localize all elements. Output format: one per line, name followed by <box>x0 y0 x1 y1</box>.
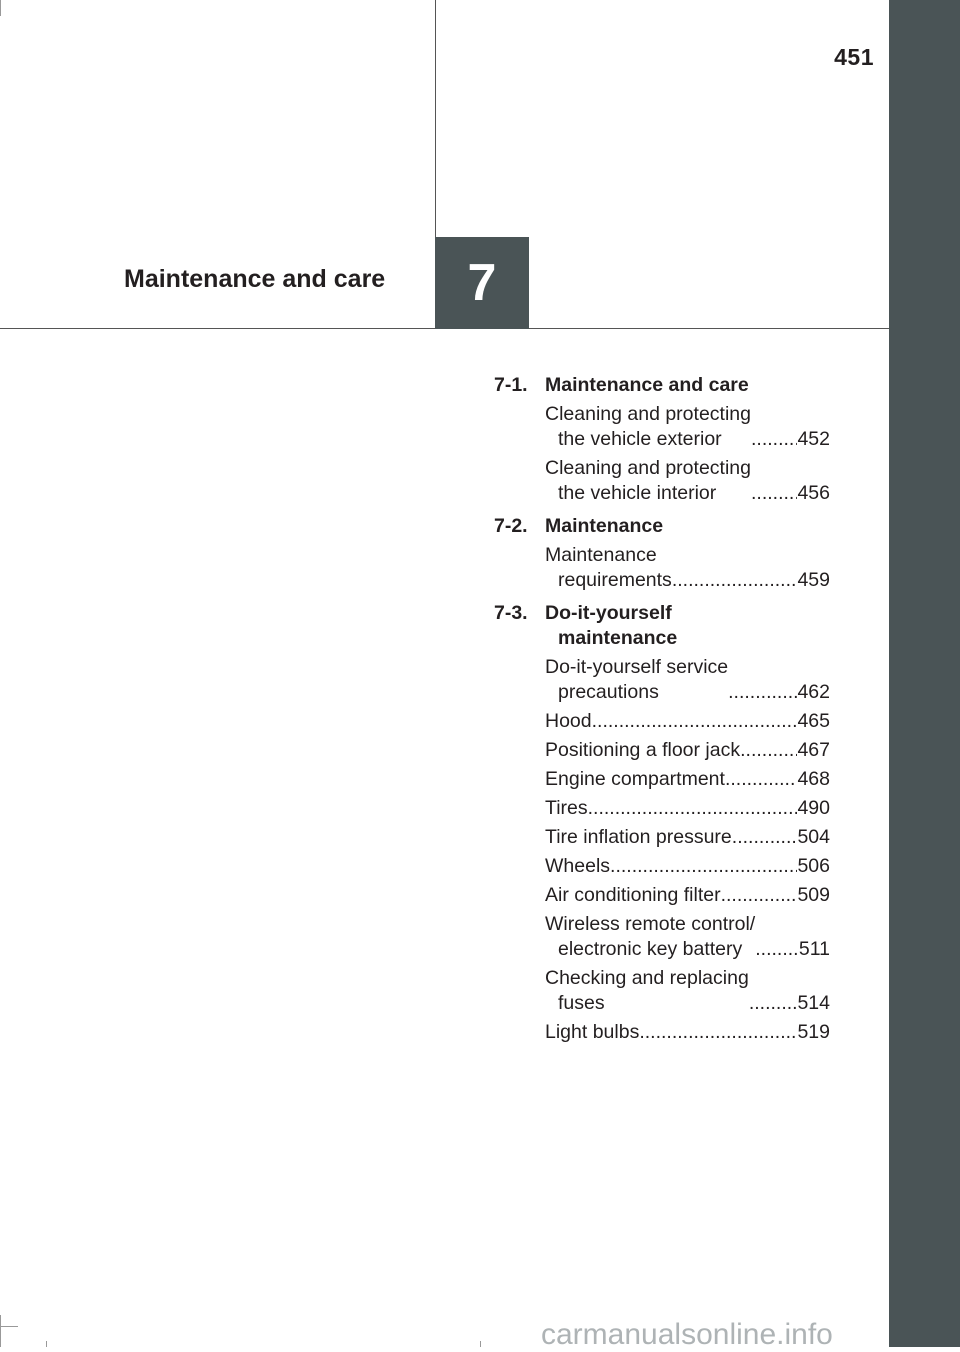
crop-mark <box>0 0 1 16</box>
entry-label-cont: the vehicle exterior <box>558 428 722 450</box>
entry-label: Cleaning and protecting <box>545 403 751 425</box>
entry-label: Hood <box>545 710 592 732</box>
section-title: Maintenance and care <box>545 374 749 396</box>
dot-leader <box>749 991 798 1016</box>
page-number: 451 <box>834 44 874 70</box>
entry-label: Maintenance <box>545 544 657 566</box>
entry-page: 462 <box>797 681 830 703</box>
toc-section-7-1 <box>494 373 830 398</box>
section-number: 7-2. <box>494 515 528 537</box>
dot-leader <box>740 738 797 763</box>
entry-page: 511 <box>798 938 830 960</box>
section-title-line2: maintenance <box>558 627 678 649</box>
dot-leader <box>732 825 798 850</box>
entry-label: Checking and replacing <box>545 967 749 989</box>
dot-leader <box>728 680 797 705</box>
entry-page: 467 <box>797 739 830 761</box>
crop-mark <box>0 1315 1 1347</box>
toc-entry-floor-jack[interactable] <box>545 738 830 763</box>
chapter-title: Maintenance and care <box>124 265 386 293</box>
toc-entry-maintenance-requirements[interactable] <box>545 543 830 593</box>
chapter-number-box <box>435 237 529 329</box>
toc-entry-interior[interactable] <box>545 456 830 506</box>
entry-label-cont: electronic key battery <box>558 938 743 960</box>
toc-entry-fuses[interactable] <box>545 966 830 1016</box>
entry-page: 456 <box>797 482 830 504</box>
section-title-line1: Do-it-yourself <box>545 602 672 624</box>
entry-page: 509 <box>797 884 830 906</box>
entry-label: Do-it-yourself service <box>545 656 729 678</box>
dot-leader <box>721 883 798 908</box>
header-divider <box>435 0 436 237</box>
dot-leader <box>751 481 797 506</box>
entry-label: Air conditioning filter <box>545 884 721 906</box>
crop-mark <box>46 1341 47 1347</box>
entry-label: Wireless remote control/ <box>545 913 756 935</box>
dot-leader <box>725 767 798 792</box>
entry-label-cont: the vehicle interior <box>558 482 717 504</box>
table-of-contents <box>494 373 830 1045</box>
toc-entry-tires[interactable] <box>545 796 830 821</box>
section-title <box>545 601 830 651</box>
entry-label-cont: precautions <box>558 681 659 703</box>
toc-section-7-3 <box>494 601 830 651</box>
toc-entry-wheels[interactable] <box>545 854 830 879</box>
entry-page: 465 <box>797 710 830 732</box>
entry-page: 459 <box>797 569 830 591</box>
entry-label: Light bulbs <box>545 1021 640 1043</box>
chapter-side-tab <box>889 0 960 1347</box>
toc-entry-precautions[interactable] <box>545 655 830 705</box>
entry-page: 468 <box>797 768 830 790</box>
toc-section-7-2 <box>494 514 830 539</box>
dot-leader <box>639 1020 797 1045</box>
entry-label-cont: fuses <box>558 992 605 1014</box>
crop-mark <box>0 1326 18 1327</box>
toc-entry-light-bulbs[interactable] <box>545 1020 830 1045</box>
dot-leader <box>751 427 797 452</box>
toc-entry-hood[interactable] <box>545 709 830 734</box>
dot-leader <box>672 568 798 593</box>
entry-label: Engine compartment <box>545 768 725 790</box>
section-number: 7-3. <box>494 602 528 624</box>
section-number: 7-1. <box>494 374 528 396</box>
toc-entry-tire-pressure[interactable] <box>545 825 830 850</box>
dot-leader <box>610 854 797 879</box>
toc-entry-engine-compartment[interactable] <box>545 767 830 792</box>
dot-leader <box>588 796 798 821</box>
section-title: Maintenance <box>545 515 664 537</box>
dot-leader <box>592 709 798 734</box>
crop-mark <box>480 1341 481 1347</box>
chapter-number: 7 <box>467 254 497 312</box>
watermark: carmanualsonline.info <box>541 1318 833 1351</box>
entry-page: 452 <box>797 428 830 450</box>
entry-label: Tire inflation pressure <box>545 826 732 848</box>
entry-label: Cleaning and protecting <box>545 457 751 479</box>
dot-leader <box>755 937 799 962</box>
entry-page: 519 <box>797 1021 830 1043</box>
entry-label-cont: requirements <box>558 569 672 591</box>
entry-page: 490 <box>797 797 830 819</box>
toc-entry-exterior[interactable] <box>545 402 830 452</box>
entry-page: 504 <box>797 826 830 848</box>
toc-entry-ac-filter[interactable] <box>545 883 830 908</box>
entry-label: Wheels <box>545 855 611 877</box>
entry-page: 514 <box>797 992 830 1014</box>
entry-label: Tires <box>545 797 588 819</box>
entry-page: 506 <box>797 855 830 877</box>
toc-entry-key-battery[interactable] <box>545 912 830 962</box>
entry-label: Positioning a floor jack <box>545 739 741 761</box>
